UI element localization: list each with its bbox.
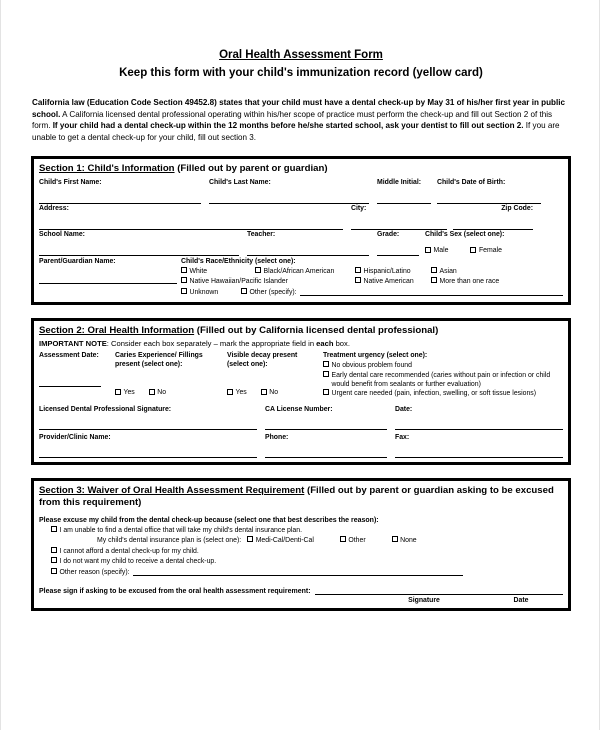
note-middle: : Consider each box separately – mark the appropriate field in [106,339,317,349]
section-3-heading-main: Section 3: Waiver of Oral Health Assessment Requirement [39,484,305,496]
decay-option-yes[interactable] [227,389,247,396]
section-3-heading-sub: (Filled out by parent or guardian asking to be excused from this requirement) [39,484,554,509]
parent-name-input[interactable] [39,283,177,284]
section-1-name-row [39,178,563,204]
dental-signature-input[interactable] [39,414,257,430]
race-option-other[interactable] [241,288,297,298]
insurance-option-medical[interactable] [247,536,314,546]
checkbox-icon[interactable] [323,361,329,367]
caries-group [115,351,227,398]
provider-name-input[interactable] [39,442,257,458]
section-1-school-row [39,230,563,256]
checkbox-icon[interactable] [392,536,398,542]
intro-part-3: If your child had a dental check-up within the 12 months before he/she started school, ask your dentist to fill out section 2. [52,121,524,131]
race-ethnicity-group [181,257,563,298]
phone-field[interactable] [265,433,387,458]
treatment-urgency-label: Treatment urgency (select one): [323,352,428,360]
caries-option-no-label: No [157,389,167,397]
provider-name-field[interactable] [39,433,257,458]
dental-date-field[interactable] [395,405,563,430]
city-field[interactable] [351,204,447,230]
waiver-signature-row [39,587,563,596]
section-1-race-row [39,257,563,298]
waiver-option-3-label: I do not want my child to receive a dental check-up. [59,558,217,566]
race-other-input[interactable] [300,288,563,296]
insurance-option-none[interactable] [392,536,417,546]
assessment-date-field[interactable] [39,351,115,398]
license-number-field[interactable] [265,405,387,430]
sex-option-female[interactable] [470,247,501,254]
decay-option-no-label: No [269,389,279,397]
section-1-address-row [39,204,563,230]
dental-signature-field[interactable] [39,405,257,430]
checkbox-icon[interactable] [181,277,187,283]
parent-name-field[interactable] [39,257,177,298]
zip-label: Zip Code: [501,204,533,212]
checkbox-icon[interactable] [51,557,57,563]
checkbox-icon[interactable] [431,267,437,273]
section-2-assessment-row [39,351,563,398]
waiver-option-3[interactable] [51,557,563,567]
insurance-option-other-label: Other [348,537,366,545]
visible-decay-group [227,351,323,398]
first-name-label: Child's First Name: [39,178,102,186]
caries-option-yes[interactable] [115,389,135,396]
section-2-note [39,339,563,349]
checkbox-icon[interactable] [247,536,253,542]
license-number-input[interactable] [265,414,387,430]
checkbox-icon[interactable] [255,267,261,273]
dob-input[interactable] [437,187,541,204]
insurance-option-none-label: None [400,537,417,545]
checkbox-icon[interactable] [241,288,247,294]
decay-option-yes-label: Yes [235,389,247,397]
checkbox-icon[interactable] [340,536,346,542]
race-option-native-american[interactable] [355,277,431,287]
middle-initial-field[interactable] [377,178,431,204]
fax-field[interactable] [395,433,563,458]
section-3-heading [39,485,563,510]
race-row-2 [181,277,563,287]
first-name-input[interactable] [39,187,201,204]
waiver-option-1[interactable] [51,526,563,536]
grade-input[interactable] [377,239,419,256]
waiver-option-2-label: I cannot afford a dental check-up for my child. [59,547,199,555]
checkbox-icon[interactable] [227,389,233,395]
checkbox-icon[interactable] [355,277,361,283]
section-2-heading-main: Section 2: Oral Health Information [39,324,195,336]
race-option-nhpi[interactable] [181,277,355,287]
sex-field [425,230,537,256]
checkbox-icon[interactable] [51,568,57,574]
waiver-signature-captions [39,597,563,604]
checkbox-icon[interactable] [470,247,476,253]
section-2-provider-row [39,433,563,458]
intro-part-4: If you are unable to get a dental check-up for your child, fill out section 3. [32,121,560,142]
race-option-unknown-label: Unknown [189,288,219,296]
section-2 [31,318,571,465]
checkbox-icon[interactable] [323,389,329,395]
teacher-label: Teacher: [247,230,276,238]
teacher-input[interactable] [247,239,369,256]
checkbox-icon[interactable] [261,389,267,395]
fax-label: Fax: [395,433,410,441]
address-field[interactable] [39,204,343,230]
checkbox-icon[interactable] [323,371,329,377]
waiver-option-4[interactable] [51,568,563,578]
intro-part-1: California law (Education Code Section 49452.8) states that your child must have a dental check-up by May 31 of his/her first year in public school. [32,98,565,119]
urgency-option-urgent[interactable] [323,389,563,398]
insurance-option-other[interactable] [340,536,366,546]
visible-decay-label-line1: Visible decay present [227,352,298,360]
checkbox-icon[interactable] [181,288,187,294]
section-3-intro: Please excuse my child from the dental check-up because (select one that best describes the reason): [39,516,379,524]
waiver-signature-input[interactable] [315,594,563,595]
race-row-1 [181,267,563,277]
waiver-option-2[interactable] [51,547,563,557]
dental-date-input[interactable] [395,414,563,430]
sex-option-male[interactable] [425,247,448,254]
race-option-hispanic-label: Hispanic/Latino [363,267,411,275]
signature-caption: Signature [408,596,440,604]
dob-field[interactable] [437,178,541,204]
grade-label: Grade: [377,230,400,238]
grade-field[interactable] [377,230,419,256]
note-bold-each: each [316,339,334,349]
section-2-heading [39,325,563,338]
page-subtitle: Keep this form with your child's immunization record (yellow card) [119,67,483,79]
checkbox-icon[interactable] [149,389,155,395]
zip-input[interactable] [453,213,533,230]
teacher-field[interactable] [247,230,369,256]
city-input[interactable] [351,213,447,230]
parent-name-label: Parent/Guardian Name: [39,257,116,265]
visible-decay-options [227,389,323,396]
section-1-heading-main: Section 1: Child's Information [39,163,175,175]
checkbox-icon[interactable] [115,389,121,395]
phone-input[interactable] [265,442,387,458]
waiver-signature-prompt: Please sign if asking to be excused from the oral health assessment requirement: [39,587,311,595]
assessment-date-label: Assessment Date: [39,352,99,360]
sex-option-male-label: Male [433,246,449,254]
first-name-field[interactable] [39,178,201,204]
section-3 [31,478,571,611]
race-option-multi[interactable] [431,277,499,287]
race-option-white[interactable] [181,267,255,277]
race-group-label: Child's Race/Ethnicity (select one): [181,257,296,265]
visible-decay-label-line2: (select one): [227,361,268,369]
phone-label: Phone: [265,433,289,441]
race-option-unknown[interactable] [181,288,241,298]
caries-label-line2: present (select one): [115,361,183,369]
intro-part-2: A California licensed dental professional operating within his/her scope of practice must perform the check-up and fill out Section 2 of this form. [32,109,553,131]
checkbox-icon[interactable] [431,277,437,283]
race-option-white-label: White [189,267,208,275]
checkbox-icon[interactable] [51,526,57,532]
race-option-hispanic[interactable] [355,267,431,277]
insurance-option-medical-label: Medi-Cal/Denti-Cal [255,537,314,545]
page-title: Oral Health Assessment Form [219,49,383,61]
sex-label: Child's Sex (select one): [425,230,505,238]
school-label: School Name: [39,230,85,238]
checkbox-icon[interactable] [51,547,57,553]
decay-option-no[interactable] [261,389,278,396]
insurance-plan-label: My child's dental insurance plan is (select one): [97,537,242,545]
middle-initial-label: Middle Initial: [377,178,422,186]
sex-option-female-label: Female [478,246,502,254]
title-block [31,0,571,81]
school-field[interactable] [39,230,239,256]
race-option-other-label: Other (specify): [249,288,297,296]
note-bold-prefix: IMPORTANT NOTE [39,339,107,349]
race-option-multi-label: More than one race [439,278,500,286]
address-label: Address: [39,204,69,212]
dental-date-label: Date: [395,405,413,413]
race-option-asian[interactable] [431,267,457,277]
race-option-asian-label: Asian [439,267,457,275]
last-name-input[interactable] [209,187,369,204]
race-option-nhpi-label: Native Hawaiian/Pacific Islander [189,278,288,286]
race-option-native-american-label: Native American [363,278,414,286]
address-input[interactable] [39,213,343,230]
insurance-plan-row [97,536,563,546]
waiver-option-4-label: Other reason (specify): [59,568,130,576]
fax-input[interactable] [395,442,563,458]
last-name-label: Child's Last Name: [209,178,271,186]
urgency-option-none[interactable] [323,361,563,370]
caries-label-line1: Caries Experience/ Fillings [115,352,203,360]
checkbox-icon[interactable] [181,267,187,273]
treatment-urgency-group [323,351,563,398]
section-1-heading-sub: (Filled out by parent or guardian) [174,163,328,175]
form-sheet [1,0,600,730]
city-label: City: [351,204,367,212]
last-name-field[interactable] [209,178,369,204]
middle-initial-input[interactable] [377,187,431,204]
section-2-signature-row [39,405,563,430]
school-input[interactable] [39,239,239,256]
section-1 [31,156,571,305]
urgency-option-early-label: Early dental care recommended (caries without pain or infection or child would benefit from sealants or further evaluation) [331,371,551,388]
dob-label: Child's Date of Birth: [437,178,506,186]
license-number-label: CA License Number: [265,405,333,413]
date-caption: Date [513,596,529,604]
provider-name-label: Provider/Clinic Name: [39,433,111,441]
caries-option-no[interactable] [149,389,166,396]
intro-paragraph [31,97,571,143]
section-1-heading [39,163,563,176]
checkbox-icon[interactable] [425,247,431,253]
urgency-option-urgent-label: Urgent care needed (pain, infection, swelling, or soft tissue lesions) [331,390,537,398]
zip-field[interactable] [453,204,533,230]
waiver-other-input[interactable] [133,568,463,576]
caries-options [115,389,227,396]
urgency-option-none-label: No obvious problem found [331,361,412,369]
race-option-black-label: Black/African American [263,267,335,275]
caries-option-yes-label: Yes [123,389,135,397]
waiver-option-1-label: I am unable to find a dental office that will take my child's dental insurance plan. [59,526,303,534]
checkbox-icon[interactable] [355,267,361,273]
race-option-black[interactable] [255,267,355,277]
sex-options [425,239,537,256]
dental-signature-label: Licensed Dental Professional Signature: [39,405,172,413]
assessment-date-input[interactable] [39,386,101,387]
race-row-3 [181,288,563,298]
urgency-option-early[interactable] [323,371,563,389]
note-suffix: box. [333,339,350,349]
section-2-heading-sub: (Filled out by California licensed dental professional) [194,324,439,336]
